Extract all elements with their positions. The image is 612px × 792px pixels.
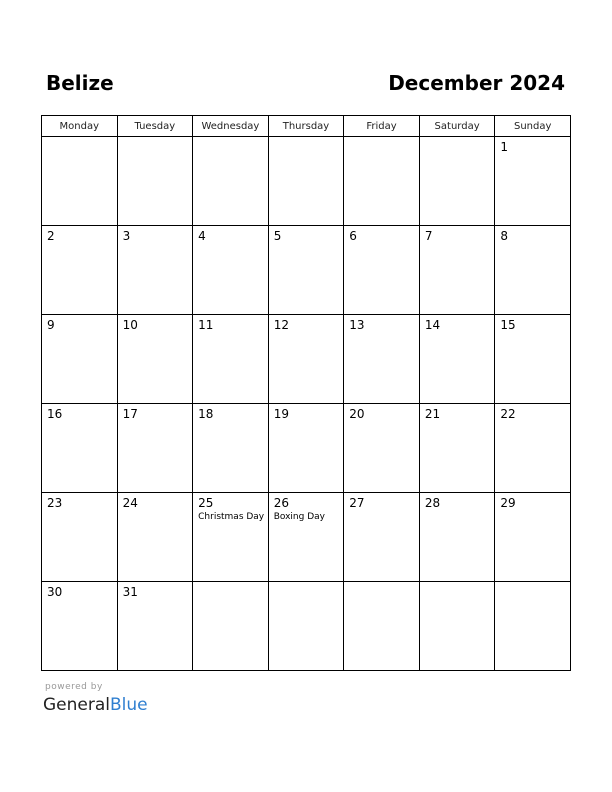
day-cell [117,226,193,315]
holiday-label: Boxing Day [273,512,325,522]
day-number: 29 [500,496,516,510]
day-cell-content [344,315,419,333]
footer-branding [43,682,148,716]
day-cell [419,315,495,404]
day-cell [419,493,495,582]
day-cell [42,582,118,671]
day-number: 15 [500,318,516,332]
day-number: 2 [47,229,55,243]
day-number: 21 [424,407,441,421]
day-cell-content [495,582,570,585]
day-cell-content [344,137,419,140]
calendar-body [42,137,571,671]
brand-general-text: General [43,695,110,715]
day-cell-content [420,315,495,333]
day-cell [193,582,269,671]
day-number: 31 [122,585,138,599]
day-number: 17 [122,407,138,421]
day-number: 3 [122,229,131,243]
day-number: 26 [273,496,289,510]
day-cell [42,226,118,315]
calendar-grid [41,115,571,671]
brand-logo[interactable] [43,694,148,716]
day-cell [344,137,420,226]
day-cell [419,226,495,315]
day-cell-content [118,404,193,422]
day-cell-content [193,137,268,140]
day-cell-content [495,137,570,155]
day-cell [117,404,193,493]
day-cell [344,404,420,493]
day-cell-content [118,226,193,244]
day-cell [42,404,118,493]
day-cell-content [42,315,117,333]
day-number: 1 [500,140,509,154]
week-row [42,404,571,493]
day-cell [268,315,344,404]
day-cell [193,226,269,315]
day-cell [268,226,344,315]
weekday-header: Friday [344,116,420,137]
day-cell-content [495,315,570,333]
day-cell-content [495,493,570,511]
day-number: 16 [47,407,63,421]
day-cell [193,493,269,582]
day-number: 24 [122,496,138,510]
day-cell-content [42,582,117,600]
week-row [42,582,571,671]
day-cell-content [269,315,344,333]
month-year-title: December 2024 [388,71,565,95]
day-number: 14 [424,318,441,332]
day-cell [495,137,571,226]
day-cell-content [420,582,495,585]
brand-blue-text: Blue [110,695,148,715]
day-cell-content [344,493,419,511]
day-cell [117,137,193,226]
day-cell [42,315,118,404]
day-cell [42,493,118,582]
day-cell [193,404,269,493]
day-number: 9 [47,318,55,332]
day-cell [419,404,495,493]
day-cell [344,226,420,315]
day-cell [495,226,571,315]
day-cell [117,315,193,404]
weekday-header: Wednesday [193,116,269,137]
day-cell [193,137,269,226]
day-number: 25 [198,496,214,510]
day-cell [193,315,269,404]
day-cell-content [118,582,193,600]
day-cell-content [193,404,268,422]
day-cell-content [495,226,570,244]
day-cell-content [269,582,344,585]
day-cell [268,582,344,671]
day-cell [495,404,571,493]
day-cell-content [193,226,268,244]
day-cell-content [420,137,495,140]
day-number: 18 [198,407,214,421]
country-title: Belize [46,71,114,95]
day-number: 11 [198,318,214,332]
day-cell [268,137,344,226]
day-cell [344,493,420,582]
day-cell-content [42,404,117,422]
day-cell-content [420,493,495,511]
week-row [42,137,571,226]
weekday-header-row [42,116,571,137]
day-cell-content [118,493,193,511]
day-cell [117,493,193,582]
weekday-header: Sunday [495,116,571,137]
day-number: 27 [349,496,365,510]
weekday-header: Monday [42,116,118,137]
day-cell-content [42,226,117,244]
day-cell-content [269,404,344,422]
weekday-header: Thursday [268,116,344,137]
day-cell-content [118,315,193,333]
day-cell [42,137,118,226]
day-cell-content [42,493,117,511]
day-number: 5 [273,229,282,243]
day-number: 10 [122,318,138,332]
day-cell-content [344,582,419,585]
day-cell-content [420,226,495,244]
day-number: 6 [349,229,357,243]
day-cell-content [495,404,570,422]
day-cell-content [42,137,117,140]
day-cell-content [269,226,344,244]
week-row [42,315,571,404]
day-cell [495,582,571,671]
day-cell [344,315,420,404]
day-cell [495,493,571,582]
week-row [42,226,571,315]
day-cell [419,582,495,671]
day-number: 12 [273,318,289,332]
day-cell-content [193,315,268,333]
day-number: 23 [47,496,63,510]
day-number: 28 [424,496,441,510]
day-cell [495,315,571,404]
holiday-label: Christmas Day [198,512,265,522]
day-number: 7 [424,229,433,243]
weekday-header: Saturday [419,116,495,137]
day-cell [117,582,193,671]
weekday-header: Tuesday [117,116,193,137]
day-number: 19 [273,407,289,421]
day-cell-content [193,493,268,524]
day-cell [419,137,495,226]
week-row [42,493,571,582]
day-number: 13 [349,318,365,332]
day-cell-content [344,404,419,422]
day-cell-content [118,137,193,140]
day-cell [268,404,344,493]
day-cell-content [420,404,495,422]
day-number: 20 [349,407,365,421]
day-cell-content [269,137,344,140]
day-cell [268,493,344,582]
day-cell-content [344,226,419,244]
day-cell-content [269,493,344,524]
day-number: 30 [47,585,63,599]
day-number: 8 [500,229,509,243]
day-cell-content [193,582,268,585]
day-cell [344,582,420,671]
day-number: 22 [500,407,516,421]
day-number: 4 [198,229,206,243]
powered-by-text: powered by [45,682,103,692]
